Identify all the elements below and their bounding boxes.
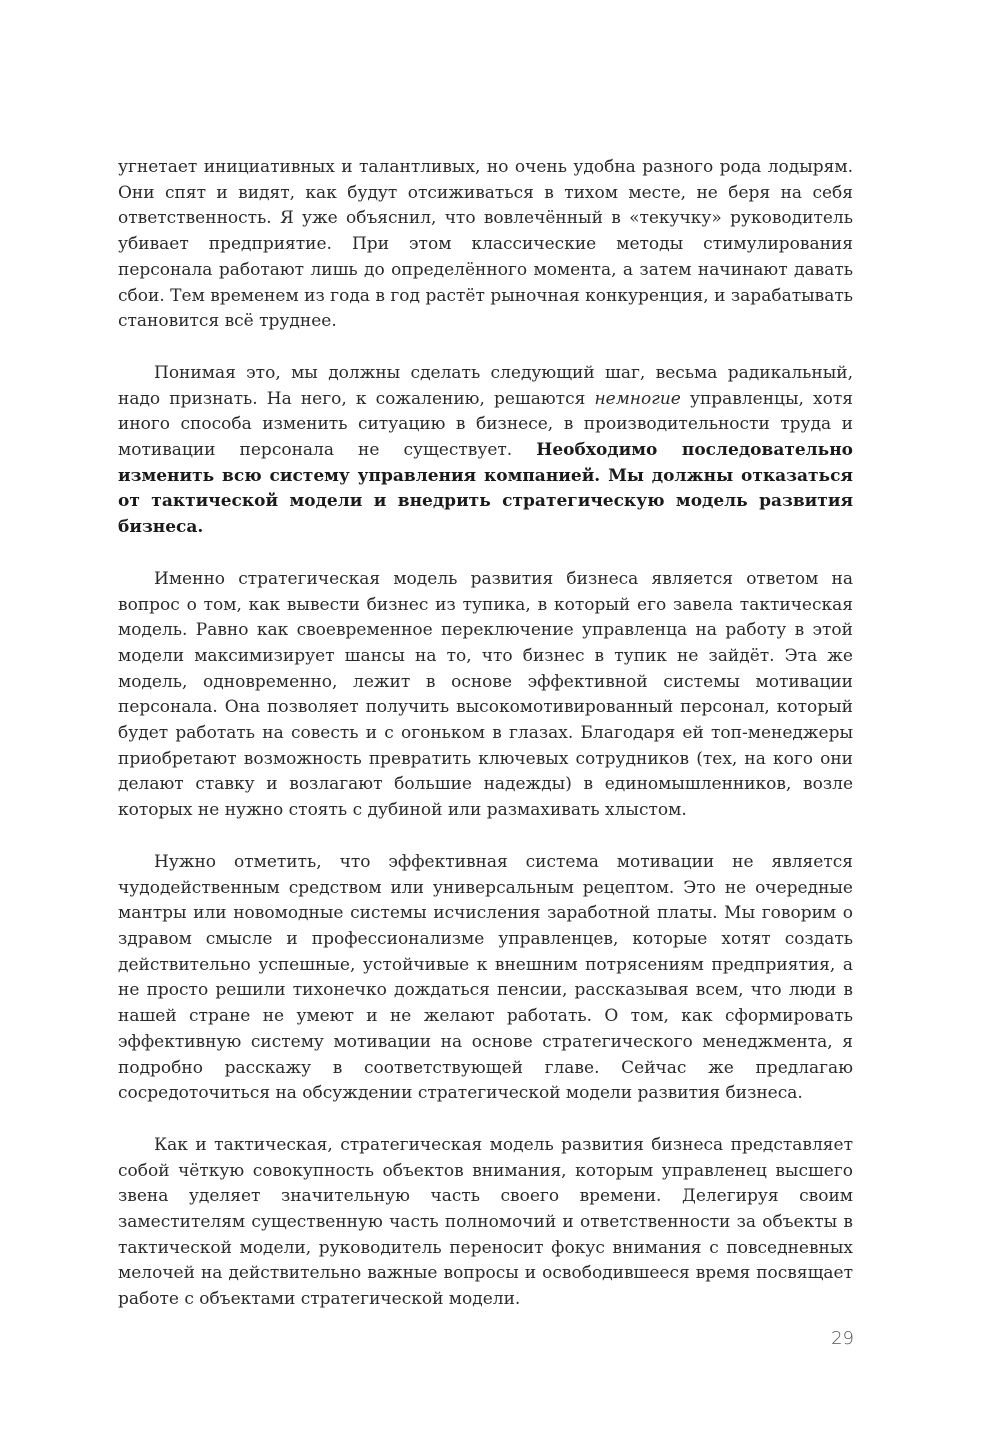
- paragraph-2-text-middle: управленцы, хотя иного способа изменить ситуацию в бизнесе, в производительности труда и мотивации персонала не существует.: [118, 388, 853, 461]
- paragraph-2-bold-statement: Необходимо последовательно изменить всю систему управления компанией. Мы должны отказаться от тактической модели и внедрить стратегическую модель развития бизнеса.: [118, 440, 853, 538]
- paragraph-4: [118, 850, 853, 1107]
- paragraph-3-text: Именно стратегическая модель развития бизнеса является ответом на вопрос о том, как вывести бизнес из тупика, в который его завела тактическая модель. Равно как своевременное переключение управленца на работу в этой модели максимизирует шансы на то, что бизнес в тупик не зайдёт. Эта же модель, одновременно, лежит в основе эффективной системы мотивации персонала. Она позволяет получить высокомотивированный персонал, который будет работать на совесть и с огоньком в глазах. Благодаря ей топ-менеджеры приобретают возможность превратить ключевых сотрудников (тех, на кого они делают ставку и возлагают большие надежды) в единомышленников, возле которых не нужно стоять с дубиной или размахивать хлыстом.: [118, 568, 853, 821]
- paragraph-4-text: Нужно отметить, что эффективная система мотивации не является чудодейственным средством или универсальным рецептом. Это не очередные мантры или новомодные системы исчисления заработной платы. Мы говорим о здравом смысле и профессионализме управленцев, которые хотят создать действительно успешные, устойчивые к внешним потрясениям предприятия, а не просто решили тихонечко дождаться пенсии, рассказывая всем, что люди в нашей стране не умеют и не желают работать. О том, как сформировать эффективную систему мотивации на основе стратегического менеджмента, я подробно расскажу в соответствующей главе. Сейчас же предлагаю сосредоточиться на обсуждении стратегической модели развития бизнеса.: [118, 851, 853, 1104]
- text-block: [118, 155, 853, 1339]
- paragraph-1-text: угнетает инициативных и талантливых, но очень удобна разного рода лодырям. Они спят и видят, как будут отсиживаться в тихом месте, не беря на себя ответственность. Я уже объяснил, что вовлечённый в «текучку» руководитель убивает предприятие. При этом классические методы стимулирования персонала работают лишь до определённого момента, а затем начинают давать сбои. Тем временем из года в год растёт рыночная конкуренция, и зарабатывать становится всё труднее.: [118, 157, 853, 332]
- paragraph-2-italic-word: немногие: [594, 388, 681, 409]
- paragraph-2-text-start: Понимая это, мы должны сделать следующий шаг, весьма радикальный, надо признать. На него, к сожалению, решаются: [118, 362, 853, 409]
- paragraph-2: [118, 361, 853, 541]
- paragraph-5: [118, 1133, 853, 1313]
- paragraph-5-text: Как и тактическая, стратегическая модель развития бизнеса представляет собой чёткую совокупность объектов внимания, которым управленец высшего звена уделяет значительную часть своего времени. Делегируя своим заместителям существенную часть полномочий и ответственности за объекты в тактической модели, руководитель переносит фокус внимания с повседневных мелочей на действительно важные вопросы и освободившееся время посвящает работе с объектами стратегической модели.: [118, 1134, 853, 1310]
- paragraph-1: [118, 155, 853, 335]
- paragraph-3: [118, 567, 853, 824]
- page-number: 29: [831, 1328, 854, 1349]
